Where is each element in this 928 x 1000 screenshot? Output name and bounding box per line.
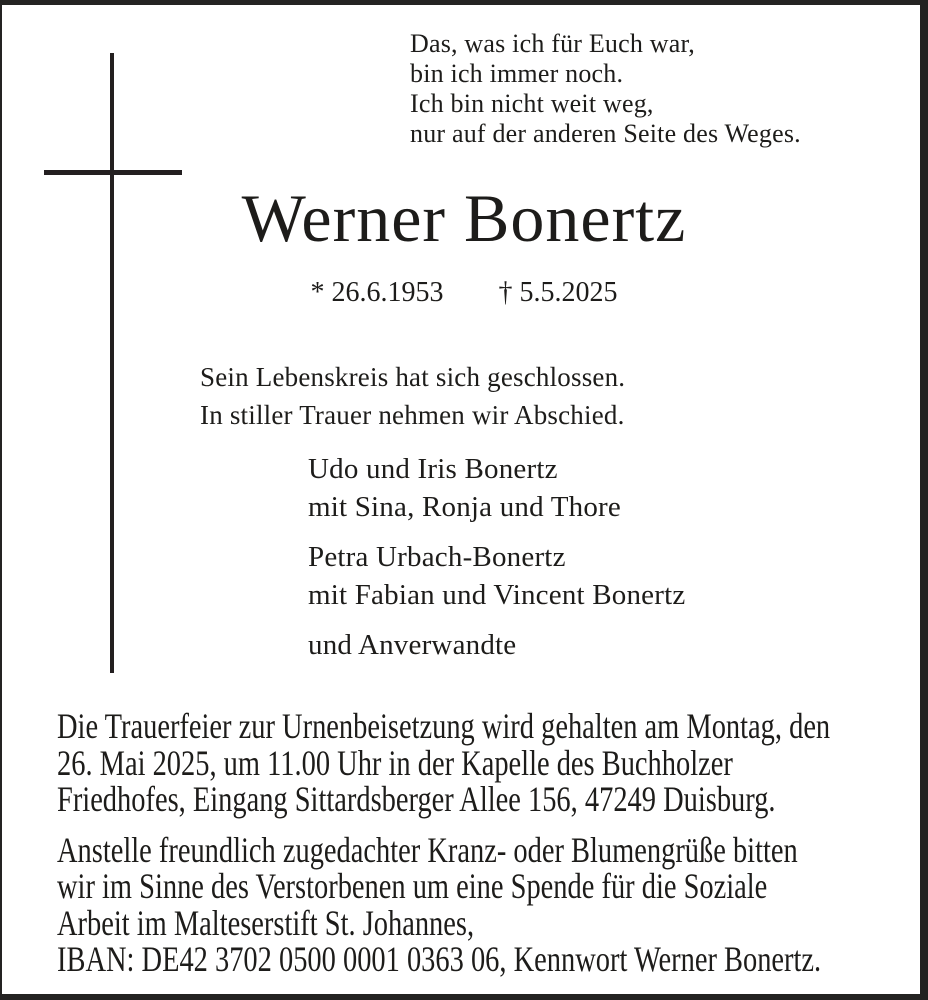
mourner-group [308, 626, 685, 664]
donation-notice-line: IBAN: DE42 3702 0500 0001 0363 06, Kennwort Werner Bonertz. [57, 939, 822, 979]
epigraph-line: Ich bin nicht weit weg, [410, 89, 654, 118]
mourner-group [308, 450, 685, 526]
mourner-line: Petra Urbach-Bonertz [308, 541, 566, 573]
death-date: † 5.5.2025 [498, 277, 618, 308]
funeral-notice [57, 708, 928, 818]
bottom-notices [57, 708, 928, 992]
epigraph [410, 29, 801, 149]
donation-notice [57, 829, 928, 979]
closing-words [200, 358, 625, 434]
cross-vertical-bar [110, 53, 114, 673]
cross-horizontal-bar [44, 170, 182, 175]
mourner-line: mit Sina, Ronja und Thore [308, 491, 621, 523]
deceased-name: Werner Bonertz [241, 180, 687, 256]
mourner-line: Udo und Iris Bonertz [308, 453, 558, 485]
birth-date: * 26.6.1953 [310, 277, 444, 308]
epigraph-line: bin ich immer noch. [410, 59, 624, 88]
donation-notice-line: wir im Sinne des Verstorbenen um eine Spende für die Soziale [57, 866, 768, 906]
donation-notice-line: Arbeit im Malteserstift St. Johannes, [57, 902, 475, 943]
epigraph-line: Das, was ich für Euch war, [410, 29, 696, 58]
funeral-notice-line: Friedhofes, Eingang Sittardsberger Allee 156, 47249 Duisburg. [57, 779, 776, 819]
closing-line: Sein Lebenskreis hat sich geschlossen. [200, 362, 626, 392]
life-dates [0, 276, 928, 310]
funeral-notice-line: Die Trauerfeier zur Urnenbeisetzung wird gehalten am Montag, den [57, 706, 831, 746]
mourner-line: mit Fabian und Vincent Bonertz [308, 579, 686, 611]
mourner-group [308, 538, 685, 614]
epigraph-line: nur auf der anderen Seite des Weges. [410, 119, 801, 148]
mourners-list [308, 450, 685, 676]
donation-notice-line: Anstelle freundlich zugedachter Kranz- oder Blumengrüße bitten [57, 829, 798, 870]
funeral-notice-line: 26. Mai 2025, um 11.00 Uhr in der Kapelle des Buchholzer [57, 742, 733, 783]
closing-line: In stiller Trauer nehmen wir Abschied. [200, 400, 625, 430]
mourner-line: und Anverwandte [308, 629, 517, 661]
